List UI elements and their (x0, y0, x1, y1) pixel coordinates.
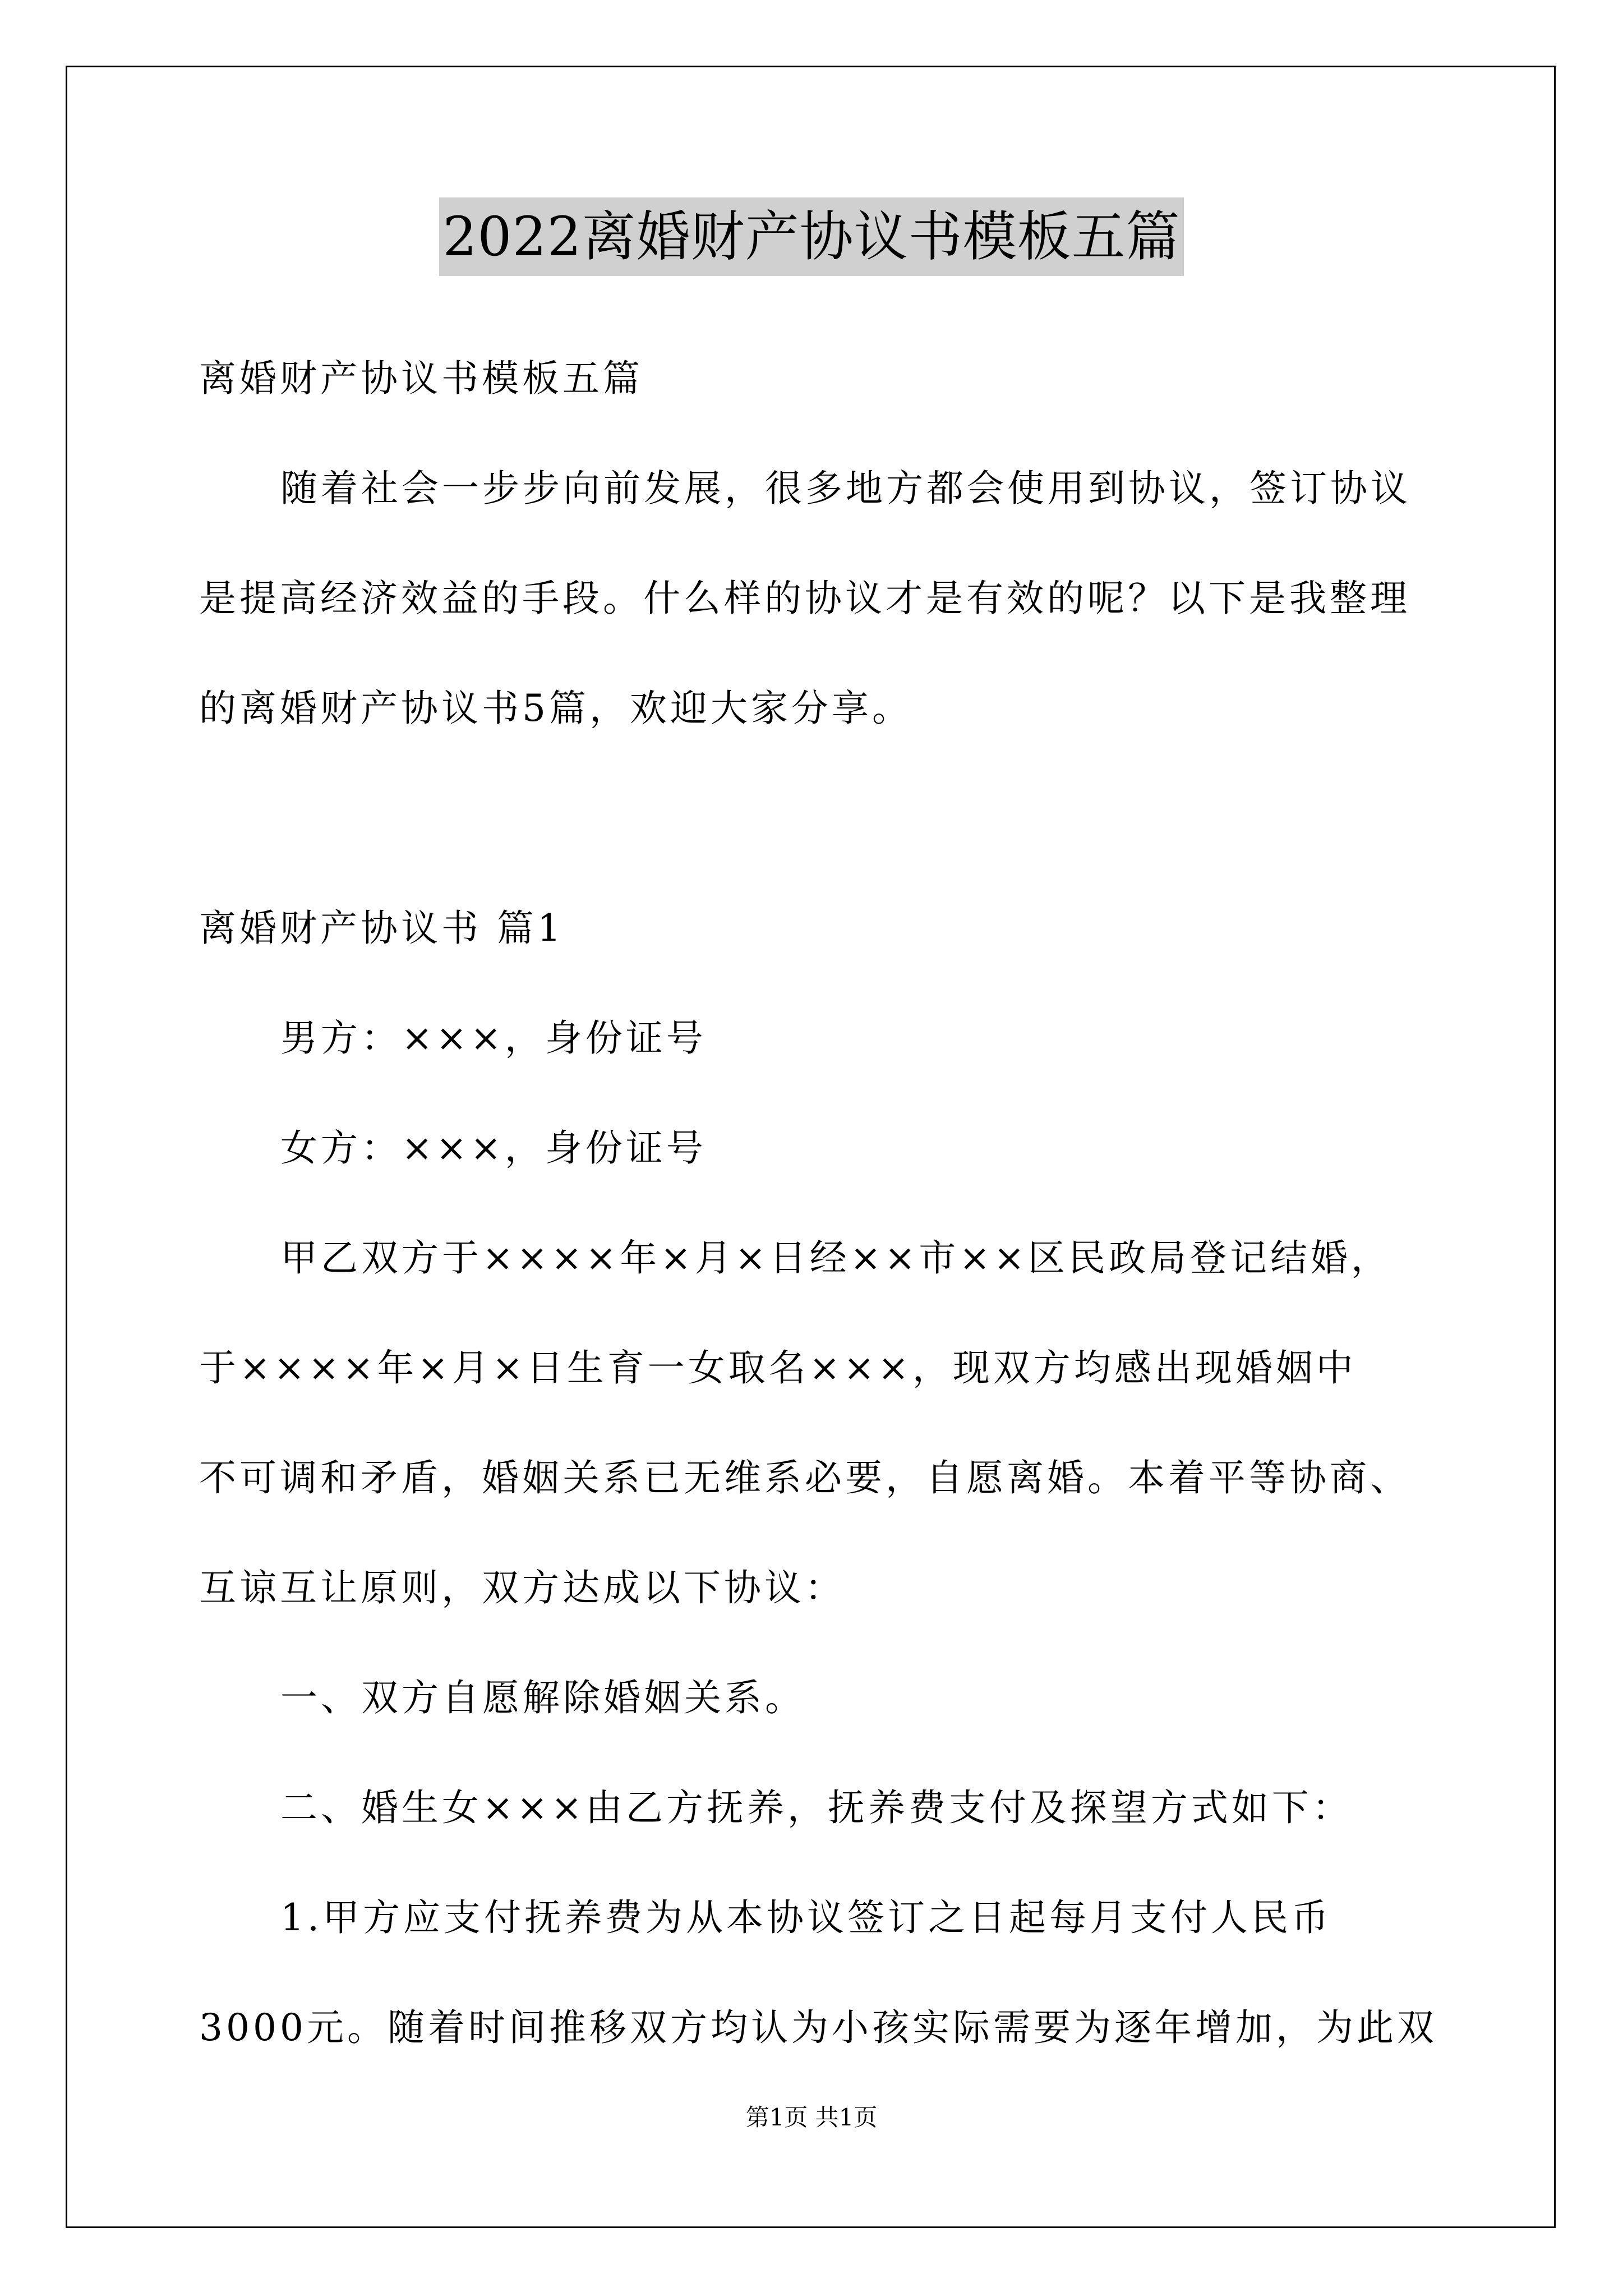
body-line-1: 甲乙双方于××××年×月×日经××市××区民政局登记结婚， (280, 1236, 1392, 1280)
intro-line-2: 是提高经济效益的手段。什么样的协议才是有效的呢？以下是我整理 (199, 577, 1410, 620)
party-female: 女方：×××，身份证号 (280, 1126, 707, 1170)
clause-2: 二、婚生女×××由乙方抚养，抚养费支付及探望方式如下： (280, 1786, 1353, 1829)
document-title: 2022离婚财产协议书模板五篇 (439, 197, 1183, 276)
intro-line-3: 的离婚财产协议书5篇，欢迎大家分享。 (199, 687, 912, 730)
title-container (0, 197, 1623, 276)
document-subtitle: 离婚财产协议书模板五篇 (199, 357, 643, 400)
body-line-4: 互谅互让原则，双方达成以下协议： (199, 1566, 845, 1609)
sub-clause-line-1: 1.甲方应支付抚养费为从本协议签订之日起每月支付人民币 (280, 1896, 1332, 1939)
page-footer: 第1页 共1页 (745, 2104, 878, 2131)
clause-1: 一、双方自愿解除婚姻关系。 (280, 1676, 805, 1719)
section-heading: 离婚财产协议书 篇1 (199, 907, 564, 950)
body-line-3: 不可调和矛盾，婚姻关系已无维系必要，自愿离婚。本着平等协商、 (199, 1456, 1410, 1499)
party-male: 男方：×××，身份证号 (280, 1016, 707, 1060)
intro-line-1: 随着社会一步步向前发展，很多地方都会使用到协议，签订协议 (280, 467, 1411, 510)
body-line-2: 于××××年×月×日生育一女取名×××，现双方均感出现婚姻中 (199, 1346, 1357, 1389)
sub-clause-line-2: 3000元。随着时间推移双方均认为小孩实际需要为逐年增加，为此双 (199, 2006, 1437, 2049)
